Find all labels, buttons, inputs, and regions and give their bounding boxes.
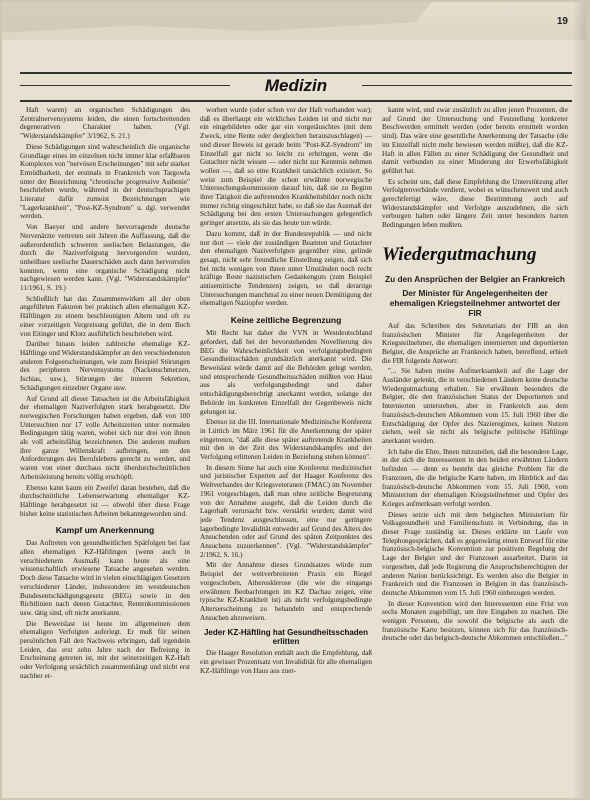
paragraph: Darüber hinaus leiden zahlreiche ehemalige KZ-Häftlinge und Widerstandskämpfer an den verschiedensten anderen Folgeerscheinungen, wie zum Beispiel Störungen des peripheren Nervensystems (Nackenschmerzen, Ischias, usw.), Störungen der inneren Sekretion, Schädigungen einzelner Organe usw. xyxy=(20,340,190,392)
torn-top-edge xyxy=(2,2,586,40)
section-rule-left xyxy=(20,85,230,86)
paragraph: Dazu kommt, daß in der Bundesrepublik — und nicht nur dort — viele der zuständigen Beamten und Gutachter den ehemaligen Naziverfolgten gegenüber eine, gelinde gesagt, nicht sehr freundliche Einstellung zeigen, daß sich bei nicht wenigen von ihnen unter Umständen noch recht kräftige Reste nazistischen Gedankenguts (zum Beispiel antisemitische Tendenzen) zeigen, so daß derartige Untersuchungen manchmal zu einer neuen Demütigung der ehemaligen Naziopfer werden. xyxy=(200,229,372,308)
paragraph: Diese Schädigungen sind wahrscheinlich die organische Grundlage eines im einzelnen nicht immer klar erfaßbaren Komplexes von "nervösen Erscheinungen" mit sehr starker Ermüdbarkeit, der erstmals in Frankreich von Targowla unter der Bezeichnung "chronische progressive Asthenie" beschrieben wurde, während in der deutschsprachigen Literatur dafür zumeist Bezeichnungen wie "Lagerkrankheit", "Post-KZ-Syndrom" u. dgl. verwendet werden. xyxy=(20,142,190,221)
paragraph: Ich habe die Ehre, Ihnen mitzuteilen, daß die besondere Lage, in der sich die Interessenten in den beiden erwähnten Ländern befinden — denn es besteht das gleiche Problem für die Franzosen, die die belgische Karte haben, im Hinblick auf das französisch-deutsche Abkommen vom 15. Juli 1960, vom Ministerium der ehemaligen Kriegsteilnehmer und Opfer des Krieges aufmerksam verfolgt werden. xyxy=(382,447,568,508)
paragraph: Auf Grund all dieser Tatsachen ist die Arbeitsfähigkeit der ehemaligen Naziverfolgten stark herabgesetzt. Die norwegischen Forschungen haben ergeben, daß von 100 Untersuchten nur 17 volle Arbeitszeiten unter normalen Bedingungen tätig waren, wobei sich nur drei von ihnen als voll arbeitsfähig bezeichneten. Die anderen mußten ihre ganze Willenskraft aufbringen, um den Anforderungen des Berufslebens gerecht zu werden, und waren von einer durchaus nicht überdurchschnittlichen Arbeitsleistung bereits völlig erschöpft. xyxy=(20,394,190,481)
column-2 xyxy=(200,106,372,796)
paragraph: Ebenso ist die III. Internationale Medizinische Konferenz in Lüttich im März 1961 für die Anerkennung der später eingetreten, "daß alle diese später auftretende Krankheiten mit den in der Zeit des Widerstandskampfes und der Verfolgung erlittenen Leiden in Beziehung stehen können". xyxy=(200,418,372,462)
article-subtitle: Zu den Ansprüchen der Belgier an Frankreich xyxy=(385,273,565,284)
paragraph: Die Haager Resolution enthält auch die Empfehlung, daß ein gewisser Prozentsatz von Invalidität für alle ehemaligen KZ-Häftlinge von Haus aus zuer- xyxy=(200,649,372,675)
paragraph: Dieses setzte sich mit dem belgischen Ministerium für Volksgesundheit und Familienschutz in Verbindung, das in dieser Frage zuständig ist. Dieses erklärte im Laufe von Telephongesprächen, daß es gegenwärtig einen Entwurf für eine französisch-belgische Konvention zur positiven Regelung der Lage der Belgier und der Franzosen ausarbeitet. Darin ist vorgesehen, daß jede Regierung die Anspruchsberechtigten der anderen Nation berücksichtigt. Es werden also die Belgier in Frankreich und die Franzosen in Belgien in das französisch-deutsche Abkommen vom 15. Juli 1960 einbezogen werden. xyxy=(382,510,568,597)
paragraph: Es scheint uns, daß diese Empfehlung die Unterstützung aller Verfolgtenverbände verdient, wobei es wünschenswert und auch gerechtfertigt wäre, diese Bestimmung auch auf Widerstandskämpfer und Verfolgte auszudehnen, die sich verborgen halten oder längere Zeit unter besonders harten Bedingungen leben mußten. xyxy=(382,177,568,230)
subheading: Kampf um Anerkennung xyxy=(55,525,155,536)
subheading: Jeder KZ-Häftling hat Gesundheitsschaden erlitten xyxy=(203,628,369,647)
paragraph: worben wurde (oder schon vor der Haft vorhanden war); daß es überhaupt ein wirkliches Leiden ist und nicht nur ein eingebildetes oder gar ein vorgetäuschtes (mit dem Zweck, eine Rente oder dergleichen herauszuschlagen) — und dieser Beweis ist gerade beim "Post-KZ-Syndrom" im Einzelfall gar nicht so leicht zu erbringen, wenn die Gutachter nicht wissen — oder nicht zur Kenntnis nehmen wollen —, daß so eine Krankheit tatsächlich existiert. So weist zum Beispiel die schon erwähnte norwegische Untersuchungskommission darauf hin, daß sie zu Beginn ihrer Tätigkeit die auftretenden Krankheitsbilder noch nicht immer richtig eingeschätzt habe, so daß sie das Ausmaß der Schädigung bei den ersten Untersuchungen gelegentlich geringer ansetzte, als sie das heute tun würde. xyxy=(200,106,372,228)
paragraph: In diesem Sinne hat auch eine Konferenz medizinischer und juristischer Experten auf der Haager Konferenz des Weltverbandes der Kriegsveteranen (FMAC) im November 1961 vorgeschlagen, daß man ohne zeitliche Begrenzung von der Annahme ausgeht, daß die Leiden durch die Lagerhaft verursacht bzw. verstärkt wurden; damit wird jede Tendenz ausgeschlossen, eine nur geringere lagerbedingte Invalidität entweder auf Grund des Alters des Ansuchenden oder auf Grund des späten Zeitpunktes des Ansuchens zuzuerkennen". (Vgl. "Widerstandskämpfer" 2/1962, S. 16.) xyxy=(200,463,372,559)
article-title: Wiedergutmachung xyxy=(382,243,537,265)
paragraph: Ebenso kann kaum ein Zweifel daran bestehen, daß die durchschnittliche Lebenserwartung ehemaliger KZ-Häftlinge herabgesetzt ist — obwohl über diese Frage bisher keine statistischen Arbeiten bekanntgeworden sind. xyxy=(20,483,190,518)
paragraph: "... Sie haben meine Aufmerksamkeit auf die Lage der Ausländer gelenkt, die in verschiedenen Ländern keine deutsche Wiedergutmachung erhalten. Sie erwähnen besonders die Belgier, die den französischen Status der Deportierten und Internierten unterstehen, aber in Frankreich aus dem französisch-deutschen Abkommen vom 15. Juli 1960 über die Entschädigung der Opfer des Nazieregimes, keinen Nutzen ziehen, weil sie nicht als belgische politische Häftlinge anerkannt werden. xyxy=(382,367,568,445)
page-edge-shadow xyxy=(572,2,586,798)
paragraph: In dieser Konvention wird den Interessenten eine Frist von sechs Monaten zugebilligt, um ihre Eingaben zu machen. Die wenigen Personen, die sowohl die belgische als auch die französische Karte besitzen, können sich für das französisch-deutsche oder das belgisch-deutsche Abkommen entschließen..." xyxy=(382,599,568,643)
paragraph: Die Beweislast ist heute im allgemeinen dem ehemaligen Verfolgten auferlegt. Er muß für seinen persönlichen Fall den Nachweis erbringen, daß irgendein Leiden, das erst zehn Jahre nach der Befreiung in Erscheinung getreten ist, mit der seinerzeitigen KZ-Haft oder Verfolgung ursächlich zusammenhängt und nicht erst nachher er- xyxy=(20,619,190,680)
article-subtitle: Der Minister für Angelegenheiten der ehemaligen Kriegsteilnehmer antwortet der FIR xyxy=(389,287,561,318)
section-rule-right xyxy=(362,85,572,86)
section-header xyxy=(20,72,572,102)
page-number: 19 xyxy=(556,16,568,27)
paragraph: Schließlich hat das Zusammenwirken all der oben angeführten Faktoren bei praktisch allen ehemaligen KZ-Häftlingen zu einem beschleunigten Altern und oft zu einer vorzeitigen Vergreisung geführt, die in dem Buch von Eitinger und Klotz ausführlich beschrieben wird. xyxy=(20,294,190,338)
subheading: Keine zeitliche Begrenzung xyxy=(230,315,342,326)
tear-shadow xyxy=(2,2,432,36)
paragraph: Mit Recht hat daher die VVN in Westdeutschland gefordert, daß bei der bevorstehenden Novellierung des BEG die Wahrscheinlichkeit von verfolgungsbedingten Gesundheitsschäden grundsätzlich anerkannt wird. Die Beweislast würde damit auf die Behörden gelegt werden, und entsprechende Gesundheitsschäden müßten von Haus aus als verfolgungsbedingt und daher entschädigungsberechtigt anerkannt werden, solange der Behörde im konkreten Einzelfall der Gegenbeweis nicht gelungen ist. xyxy=(200,329,372,416)
paragraph: kannt wird, und zwar zusätzlich zu allen jenen Prozenten, die auf Grund der Untersuchung und Feststellung konkreter Beschwerden ermittelt werden (oder bereits ermittelt worden sind). Das wäre eine gesetzliche Anerkennung der Tatsache (die im Einzelfall nicht mehr bewiesen werden müßte), daß die KZ-Haft in allen Fällen zu einer Schädigung der Gesundheit und damit verbunden zu einer Minderung der Erwerbsfähigkeit geführt hat. xyxy=(382,106,568,175)
paragraph: Mit der Annahme dieses Grundsatzes würde zum Beispiel der weitverbreiteten Praxis ein Riegel vorgeschoben, Atherosklerose (die wie die eingangs erwähnten Beobachtungen im KZ Dachau zeigen, eine typische KZ-Krankheit ist) als nicht verfolgungsbedingte Alterserscheinung zu behandeln und entsprechende Ansuchen abzuweisen. xyxy=(200,561,372,622)
section-title: Medizin xyxy=(264,76,328,95)
newspaper-page xyxy=(2,2,586,798)
column-3 xyxy=(382,106,568,796)
paragraph: Auf das Schreiben des Sekretariats der FIR an den französischen Minister für Angelegenheiten der Kriegsteilnehmer, die ehemaligen internierten und deportierten Belgier, die Ansprüche an Frankreich haben, betreffend, erhielt die FIR folgende Antwort: xyxy=(382,321,568,365)
column-1 xyxy=(20,106,190,796)
paragraph: Von Baeyer und andere hervorragende deutsche Nervenärzte vertreten seit Jahren die Auffassung, daß die außerordentlich schweren seelischen Belastungen, die durch die Naziverfolgung hervorgerufen wurden, unheilbare seelische Dauerschäden auch dann hervorrufen konnten, wenn eine organische Schädigung nicht nachgewiesen werden kann. (Vgl. "Widerstandskämpfer" 11/1961, S. 19.) xyxy=(20,223,190,293)
paragraph: Haft waren) an organischen Schädigungen des Zentralnervensystems leiden, die einen fortschreitenden degenerativen Charakter haben. (Vgl. "Widerstandskämpfer" 3/1962, S. 21.) xyxy=(20,106,190,141)
paragraph: Das Auftreten von gesundheitlichen Spätfolgen bei fast allen ehemaligen KZ-Häftlingen (wenn auch in verschiedenem Ausmaß) kann heute als eine wissenschaftlich erwiesene Tatsache angesehen werden. Doch diese Tatsache wird in vielen einschlägigen Gesetzen verschiedener Länder, insbesondere im westdeutschen Bundesentschädigungsgesetz (BEG) sowie in den Richtlinien nach denen Gutachter, Rentenkommissionen usw. tätig sind, oft nicht anerkannt. xyxy=(20,539,190,617)
